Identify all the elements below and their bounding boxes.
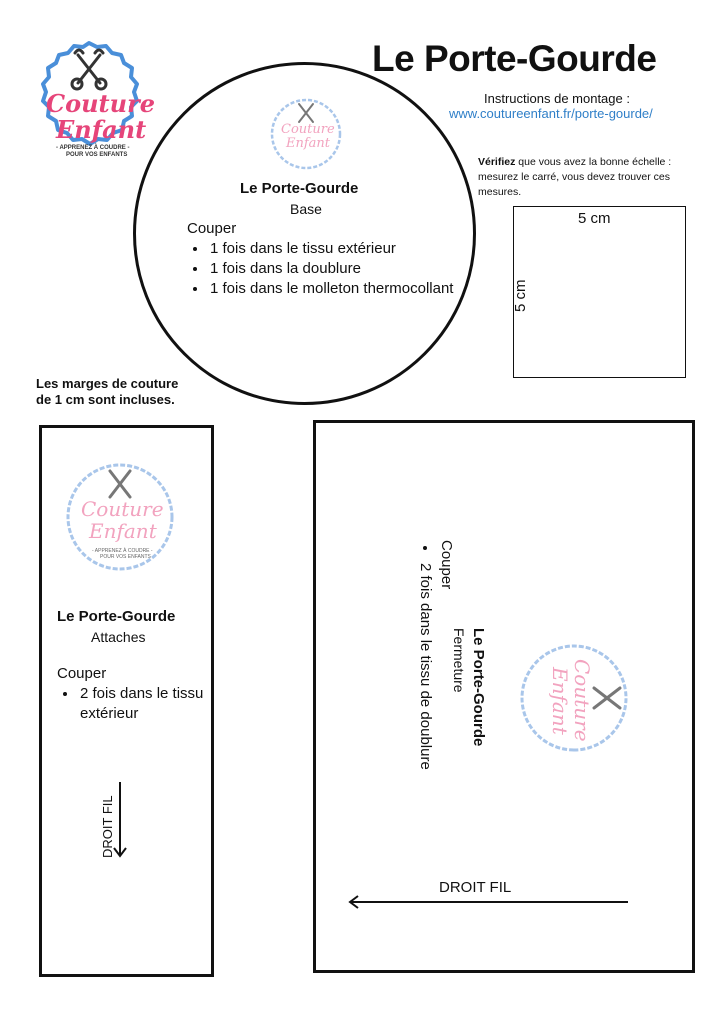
logo-tagline2: POUR VOS ENFANTS [66, 152, 128, 158]
logo-tagline2: POUR VOS ENFANTS [100, 554, 151, 560]
base-cut-list [186, 239, 468, 299]
logo-line1: Couture [46, 89, 156, 118]
instructions-label: Instructions de montage : [484, 91, 630, 106]
attaches-subtitle: Attaches [91, 629, 146, 645]
page-title: Le Porte-Gourde [372, 38, 657, 79]
fermeture-cut-list [415, 539, 435, 831]
seam-note-line1: Les marges de couture [36, 376, 179, 391]
scale-check-text: que vous avez la bonne échelle : mesurez le carré, vous devez trouver ces mesures. [478, 156, 672, 198]
fermeture-logo [518, 642, 630, 754]
attaches-cut-label: Couper [57, 665, 107, 682]
logo-tagline1: - APPRENEZ À COUDRE - [92, 548, 153, 554]
base-cut-label: Couper [187, 220, 237, 237]
fermeture-grain-label: DROIT FIL [439, 879, 512, 896]
base-title: Le Porte-Gourde [240, 180, 359, 197]
list-item: • 1 fois dans le tissu extérieur [208, 239, 468, 259]
logo-line1: Couture [570, 659, 594, 742]
fermeture-title: Le Porte-Gourde [470, 628, 487, 747]
scale-check-note [478, 155, 710, 200]
logo-line2: Enfant [548, 667, 572, 735]
base-logo [269, 96, 343, 172]
list-item: • 1 fois dans le molleton thermocollant [208, 279, 468, 299]
attaches-grain-label: DROIT FIL [100, 795, 115, 858]
logo-tagline1: - APPRENEZ À COUDRE - [56, 145, 130, 151]
attaches-logo [64, 461, 176, 573]
scale-square [513, 206, 686, 378]
logo-line2: Enfant [56, 115, 147, 144]
logo-line2: Enfant [286, 136, 331, 151]
attaches-cut-list [56, 684, 228, 724]
scale-check-bold: Vérifiez [478, 156, 516, 168]
attaches-title: Le Porte-Gourde [57, 608, 176, 625]
list-item: • 1 fois dans la doublure [208, 259, 468, 279]
scale-height-label: 5 cm [512, 279, 529, 312]
brand-logo [26, 37, 156, 169]
seam-note-line2: de 1 cm sont incluses. [36, 392, 175, 407]
fermeture-grain-arrow-icon [346, 894, 630, 910]
seam-allowance-note [36, 376, 178, 408]
fermeture-cut-label: Couper [438, 540, 455, 590]
base-subtitle: Base [290, 201, 322, 217]
logo-line1: Couture [281, 122, 335, 137]
scale-width-label: 5 cm [578, 210, 611, 227]
instructions-link[interactable]: www.coutureenfant.fr/porte-gourde/ [449, 106, 653, 121]
fermeture-subtitle: Fermeture [451, 628, 467, 693]
logo-line2: Enfant [89, 519, 157, 543]
list-item: • 2 fois dans le tissu de doublure [415, 561, 435, 831]
list-item: • 2 fois dans le tissu extérieur [78, 684, 228, 724]
logo-line1: Couture [81, 497, 164, 521]
attaches-grain-arrow-icon [112, 780, 128, 860]
